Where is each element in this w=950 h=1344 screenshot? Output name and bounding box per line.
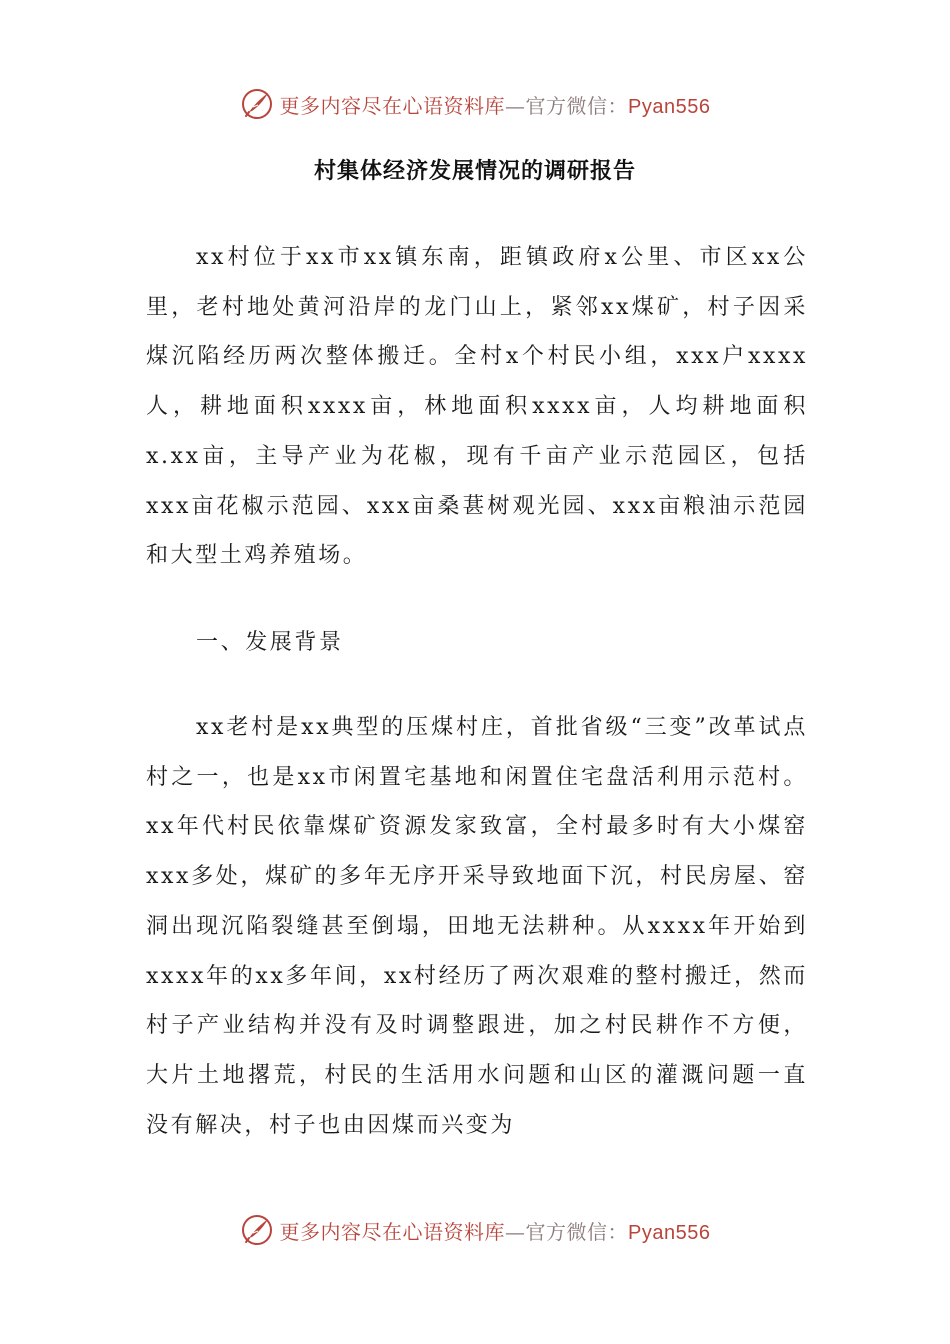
footer-banner [0, 1210, 950, 1250]
banner-wechat-label: 官方微信： [525, 93, 629, 118]
section-heading: 一、发展背景 [196, 630, 344, 655]
paragraph-intro: xx村位于xx市xx镇东南，距镇政府x公里、市区xx公里，老村地处黄河沿岸的龙门山上，紧邻xx煤矿，村子因采煤沉陷经历两次整体搬迁。全村x个村民小组，xxx户xxxx人，耕地面积xxxx亩，林地面积xxxx亩，人均耕地面积x.xx亩，主导产业为花椒，现有千亩产业示范园区，包括xxx亩花椒示范园、xxx亩桑葚树观光园、xxx亩粮油示范园和大型土鸡养殖场。 [146, 245, 808, 569]
banner-wechat-id: Pyan556 [628, 1221, 711, 1244]
banner-main-text: 更多内容尽在心语资料库 [279, 93, 506, 118]
quill-pen-logo-icon [240, 87, 274, 121]
banner-main-text: 更多内容尽在心语资料库 [279, 1219, 506, 1244]
banner-wechat-id: Pyan556 [628, 95, 711, 118]
banner-text [280, 90, 711, 119]
paragraph-background: xx老村是xx典型的压煤村庄，首批省级“三变”改革试点村之一，也是xx市闲置宅基地和闲置住宅盘活利用示范村。xx年代村民依靠煤矿资源发家致富，全村最多时有大小煤窑xxx多处，煤矿的多年无序开采导致地面下沉，村民房屋、窑洞出现沉陷裂缝甚至倒塌，田地无法耕种。从xxxx年开始到xxxx年的xx多年间，xx村经历了两次艰难的整村搬迁，然而村子产业结构并没有及时调整跟进，加之村民耕作不方便，大片土地撂荒，村民的生活用水问题和山区的灌溉问题一直没有解决，村子也由因煤而兴变为 [146, 715, 808, 1138]
banner-text [280, 1216, 711, 1245]
quill-pen-logo-icon [240, 1213, 274, 1247]
header-banner [0, 84, 950, 124]
document-title: 村集体经济发展情况的调研报告 [313, 159, 636, 184]
banner-wechat-label: 官方微信： [525, 1219, 629, 1244]
banner-dash: — [505, 93, 526, 118]
banner-dash: — [505, 1219, 526, 1244]
